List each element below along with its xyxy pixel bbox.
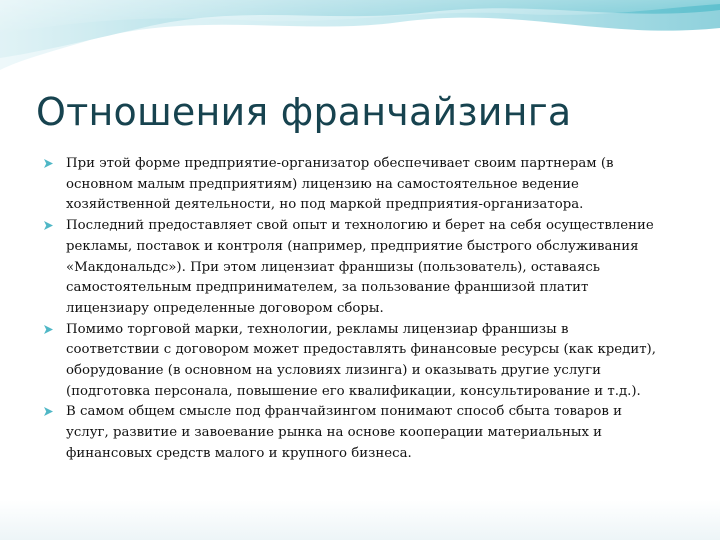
teal-bullet-icon (44, 159, 53, 168)
bullet-list (40, 154, 690, 465)
teal-bullet-icon (44, 325, 53, 334)
bullet-text (66, 216, 690, 320)
bullet-line: В самом общем смысле под франчайзингом понимают способ сбыта товаров и (66, 404, 622, 420)
bullet-text (66, 402, 690, 464)
bullet-line: Помимо торговой марки, технологии, рекламы лицензиар франшизы в (66, 321, 569, 337)
teal-bullet-icon (44, 407, 53, 416)
bullet-text (66, 320, 690, 403)
bullet-line: услуг, развитие и завоевание рынка на основе кооперации материальных и (66, 425, 603, 441)
bullet-item (40, 320, 690, 403)
bullet-item (40, 216, 690, 320)
bullet-line: хозяйственной деятельности, но под маркой предприятия-организатора. (66, 197, 584, 213)
slide-title: Отношения франчайзинга (36, 90, 572, 134)
bullet-line: лицензиару определенные договором сборы. (66, 300, 384, 316)
bullet-line: рекламы, поставок и контроля (например, предприятие быстрого обслуживания (66, 238, 639, 254)
decorative-bottom-fade (0, 500, 720, 540)
bullet-line: соответствии с договором может предоставлять финансовые ресурсы (как кредит), (66, 342, 656, 358)
bullet-line: оборудование (в основном на условиях лизинга) и оказывать другие услуги (66, 363, 601, 379)
bullet-text (66, 154, 690, 216)
bullet-line: (подготовка персонала, повышение его квалификации, консультирование и т.д.). (66, 383, 641, 399)
bullet-item (40, 402, 690, 464)
bullet-line: самостоятельным предпринимателем, за пользование франшизой платит (66, 280, 589, 296)
bullet-line: основном малым предприятиям) лицензию на самостоятельное ведение (66, 176, 579, 192)
bullet-line: При этой форме предприятие-организатор обеспечивает своим партнерам (в (66, 156, 614, 171)
decorative-wave-header (0, 0, 720, 90)
bullet-item (40, 154, 690, 216)
bullet-line: «Макдональдс»). При этом лицензиат франшизы (пользователь), оставаясь (66, 259, 601, 275)
bullet-line: Последний предоставляет свой опыт и технологию и берет на себя осуществление (66, 218, 654, 234)
teal-bullet-icon (44, 221, 53, 230)
bullet-line: финансовых средств малого и крупного бизнеса. (66, 445, 412, 461)
